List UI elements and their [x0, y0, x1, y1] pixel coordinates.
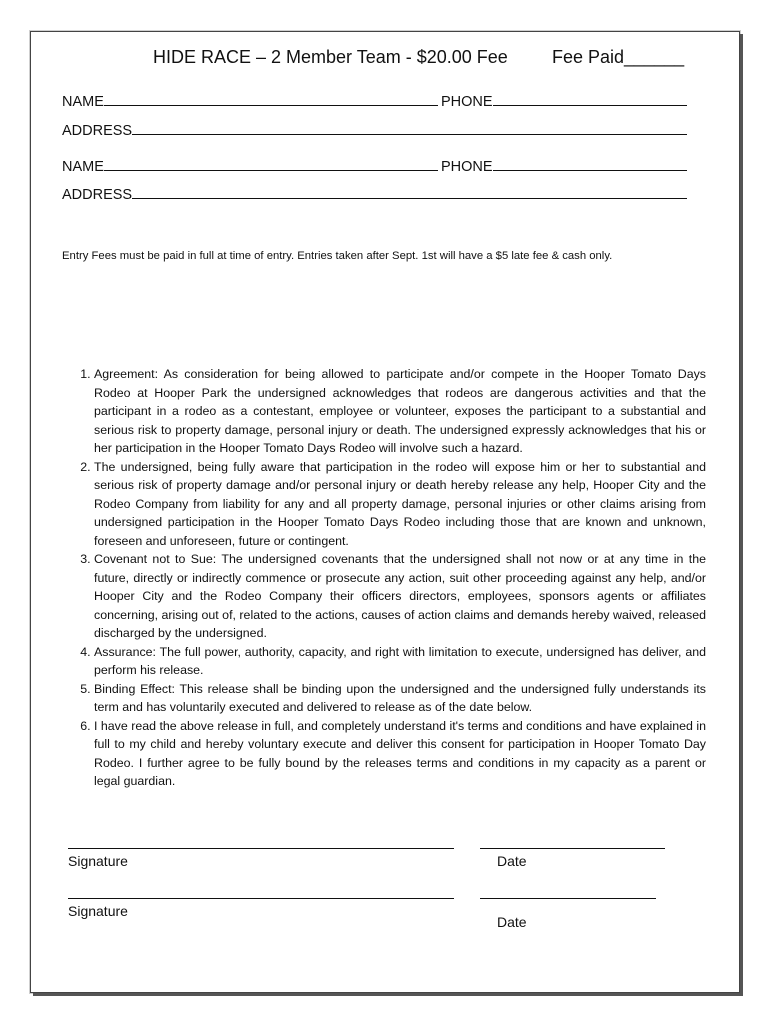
phone-label: PHONE	[441, 94, 493, 110]
term-binding-effect: 5. Binding Effect: This release shall be binding upon the undersigned and the undersigned fully understands its term and has voluntarily executed and delivered to release as of the date below.	[94, 680, 706, 717]
address-blank[interactable]	[132, 184, 687, 199]
form-page	[30, 31, 740, 993]
fee-paid-field: Fee Paid______	[552, 47, 685, 67]
name-field-2[interactable]	[62, 156, 438, 175]
date-label-2: Date	[497, 914, 527, 930]
name-blank[interactable]	[104, 91, 438, 106]
term-assurance: 4. Assurance: The full power, authority, capacity, and right with limitation to execute, undersigned has deliver, and perform his release.	[94, 643, 706, 680]
address-field-1[interactable]	[62, 120, 687, 139]
signature-line-2[interactable]	[68, 898, 454, 899]
term-agreement: 1. Agreement: As consideration for being allowed to participate and/or compete in the Hooper Tomato Days Rodeo at Hooper Park the undersigned acknowledges that rodeos are dangerous activities and that the participant in a rodeo as a contestant, employee or volunteer, exposes the participant to a substantial and serious risk to property damage, personal injury or death. The undersigned expressly acknowledges that his or her participation in the Hooper Tomato Days Rodeo will involve such a hazard.	[94, 365, 706, 458]
name-blank[interactable]	[104, 156, 438, 171]
phone-blank[interactable]	[493, 91, 687, 106]
signature-line-1[interactable]	[68, 848, 454, 849]
date-line-2[interactable]	[480, 898, 656, 899]
date-line-1[interactable]	[480, 848, 665, 849]
address-field-2[interactable]	[62, 184, 687, 203]
term-covenant-not-to-sue: 3. Covenant not to Sue: The undersigned covenants that the undersigned shall not now or at any time in the future, directly or indirectly commence or prosecute any action, suit other proceeding against any help, and/or Hooper City and the Rodeo Company their officers directors, employees, sponsors agents or affiliates concerning, arising out of, related to the actions, causes of action claims and demands hereby waived, released discharged by the undersigned.	[94, 550, 706, 643]
signature-label-2: Signature	[68, 903, 128, 919]
signature-label-1: Signature	[68, 853, 128, 869]
phone-label: PHONE	[441, 159, 493, 175]
name-label: NAME	[62, 159, 104, 175]
entry-fee-note: Entry Fees must be paid in full at time of entry. Entries taken after Sept. 1st will have a $5 late fee & cash only.	[62, 250, 613, 262]
address-label: ADDRESS	[62, 123, 133, 139]
term-release: 2. The undersigned, being fully aware that participation in the rodeo will expose him or her to substantial and serious risk of property damage and/or personal injury or death hereby release any help, Hooper City and the Rodeo Company from liability for any and all property damage, personal injuries or other claims arising from undersigned participation in the Hooper Tomato Days Rodeo including those that are known and unknown, foreseen and unforeseen, future or contingent.	[94, 458, 706, 551]
phone-field-2[interactable]	[441, 156, 687, 175]
release-terms-list	[68, 365, 706, 791]
phone-field-1[interactable]	[441, 91, 687, 110]
name-field-1[interactable]	[62, 91, 438, 110]
name-label: NAME	[62, 94, 104, 110]
date-label-1: Date	[497, 853, 527, 869]
address-label: ADDRESS	[62, 187, 133, 203]
phone-blank[interactable]	[493, 156, 687, 171]
form-title: HIDE RACE – 2 Member Team - $20.00 Fee	[153, 47, 508, 67]
address-blank[interactable]	[132, 120, 687, 135]
term-parent-consent: 6. I have read the above release in full, and completely understand it's terms and conditions and have explained in full to my child and hereby voluntary execute and deliver this consent for participation in Hooper Tomato Day Rodeo. I further agree to be fully bound by the releases terms and conditions in my capacity as a parent or legal guardian.	[94, 717, 706, 791]
